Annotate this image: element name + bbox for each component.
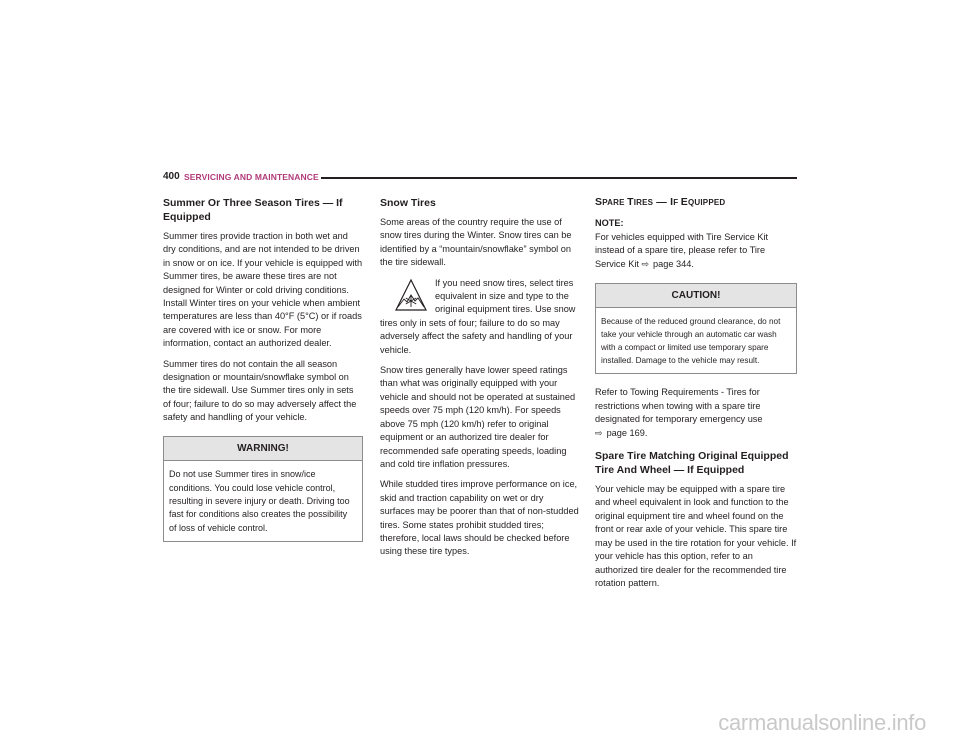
snow-tires-paragraph-3: Snow tires generally have lower speed ratings than what was originally equipped with your vehicle and should not be operated at sustained speeds over 75 mph (120 km/h). For speeds above 75 mph (120 km/h) refer to original equipment or an authorized tire dealer for recommended safe operating speeds, loading and cold tire inflation pressures. xyxy=(380,365,576,469)
snow-tip xyxy=(380,277,580,357)
caution-text: Because of the reduced ground clearance, do not take your vehicle through an automatic car wash with a compact or limited use temporary spare installed. Damage to the vehicle may result. xyxy=(601,317,781,366)
spare-tires-heading: SPARE TIRES — IF EQUIPPED xyxy=(595,196,726,208)
section-title: SERVICING AND MAINTENANCE xyxy=(184,172,319,182)
spare-matching-heading: Spare Tire Matching Original Equipped Tire And Wheel — If Equipped xyxy=(595,450,789,477)
watermark: carmanualsonline.info xyxy=(718,710,926,735)
mountain-snowflake-icon xyxy=(395,279,427,311)
snow-tires-paragraph-2: If you need snow tires, select tires equivalent in size and type to the original equipment tires. Use snow tires only in sets of four; failure to do so may adversely affect the safety and handling of your vehicle. xyxy=(380,277,576,355)
note-page-link[interactable]: page 344. xyxy=(653,258,694,269)
note-label: NOTE: xyxy=(595,218,624,229)
snow-tires-paragraph-4: While studded tires improve performance on ice, skid and traction capability on wet or dry surfaces may be poorer than that of non-studded tires. Some states prohibit studded tires; therefore, local laws should be checked before using these tire types. xyxy=(380,479,579,557)
spare-matching-paragraph: Your vehicle may be equipped with a spare tire and wheel equivalent in look and function to the original equipment tire and wheel found on the front or rear axle of your vehicle. This spare tire may be used in the tire rotation for your vehicle. If your vehicle has this option, refer to an authorized tire dealer for the recommended tire rotation pattern. xyxy=(595,484,797,588)
snow-tires-heading: Snow Tires xyxy=(380,197,436,209)
note-text: For vehicles equipped with Tire Service Kit instead of a spare tire, please refer to Tire Service Kit xyxy=(595,231,769,269)
caution-box xyxy=(595,283,797,374)
caution-title: CAUTION! xyxy=(596,284,796,308)
towing-text: Refer to Towing Requirements - Tires for restrictions when towing with a spare tire designated for temporary emergency use xyxy=(595,387,763,425)
column-2 xyxy=(380,196,580,566)
page-number: 400 xyxy=(163,171,180,182)
summer-tires-heading: Summer Or Three Season Tires — If Equipped xyxy=(163,197,343,223)
towing-page-link[interactable]: page 169. xyxy=(606,427,648,438)
column-3 xyxy=(595,196,797,597)
warning-text: Do not use Summer tires in snow/ice conditions. You could lose vehicle control, resulting in severe injury or death. Driving too fast for conditions also creates the possibility of loss of vehicle control. xyxy=(169,469,350,533)
warning-box xyxy=(163,436,363,542)
note-paragraph xyxy=(595,217,797,271)
page-header xyxy=(163,171,797,185)
column-1 xyxy=(163,196,363,542)
header-rule xyxy=(321,177,797,179)
towing-paragraph xyxy=(595,386,797,440)
summer-tires-paragraph-2: Summer tires do not contain the all season designation or mountain/snowflake symbol on the tire sidewall. Use Summer tires only in sets of four; failure to do so may adversely affect the safety and handling of your vehicle. xyxy=(163,358,357,423)
snow-tires-paragraph-1: Some areas of the country require the use of snow tires during the Winter. Snow tires can be identified by a “mountain/snowflake” symbol on the tire sidewall. xyxy=(380,217,572,268)
page-ref-arrow-icon: ⇨ xyxy=(641,258,650,269)
warning-title: WARNING! xyxy=(164,437,362,461)
summer-tires-paragraph-1: Summer tires provide traction in both wet and dry conditions, and are not intended to be driven in snow or on ice. If your vehicle is equipped with Summer tires, be aware these tires are not designed for Winter or cold driving conditions. Install Winter tires on your vehicle when ambient temperatures are less than 40°F (5°C) or if roads are covered with ice or snow. For more information, contact an authorized dealer. xyxy=(163,231,363,349)
page-ref-arrow-icon: ⇨ xyxy=(595,427,603,438)
